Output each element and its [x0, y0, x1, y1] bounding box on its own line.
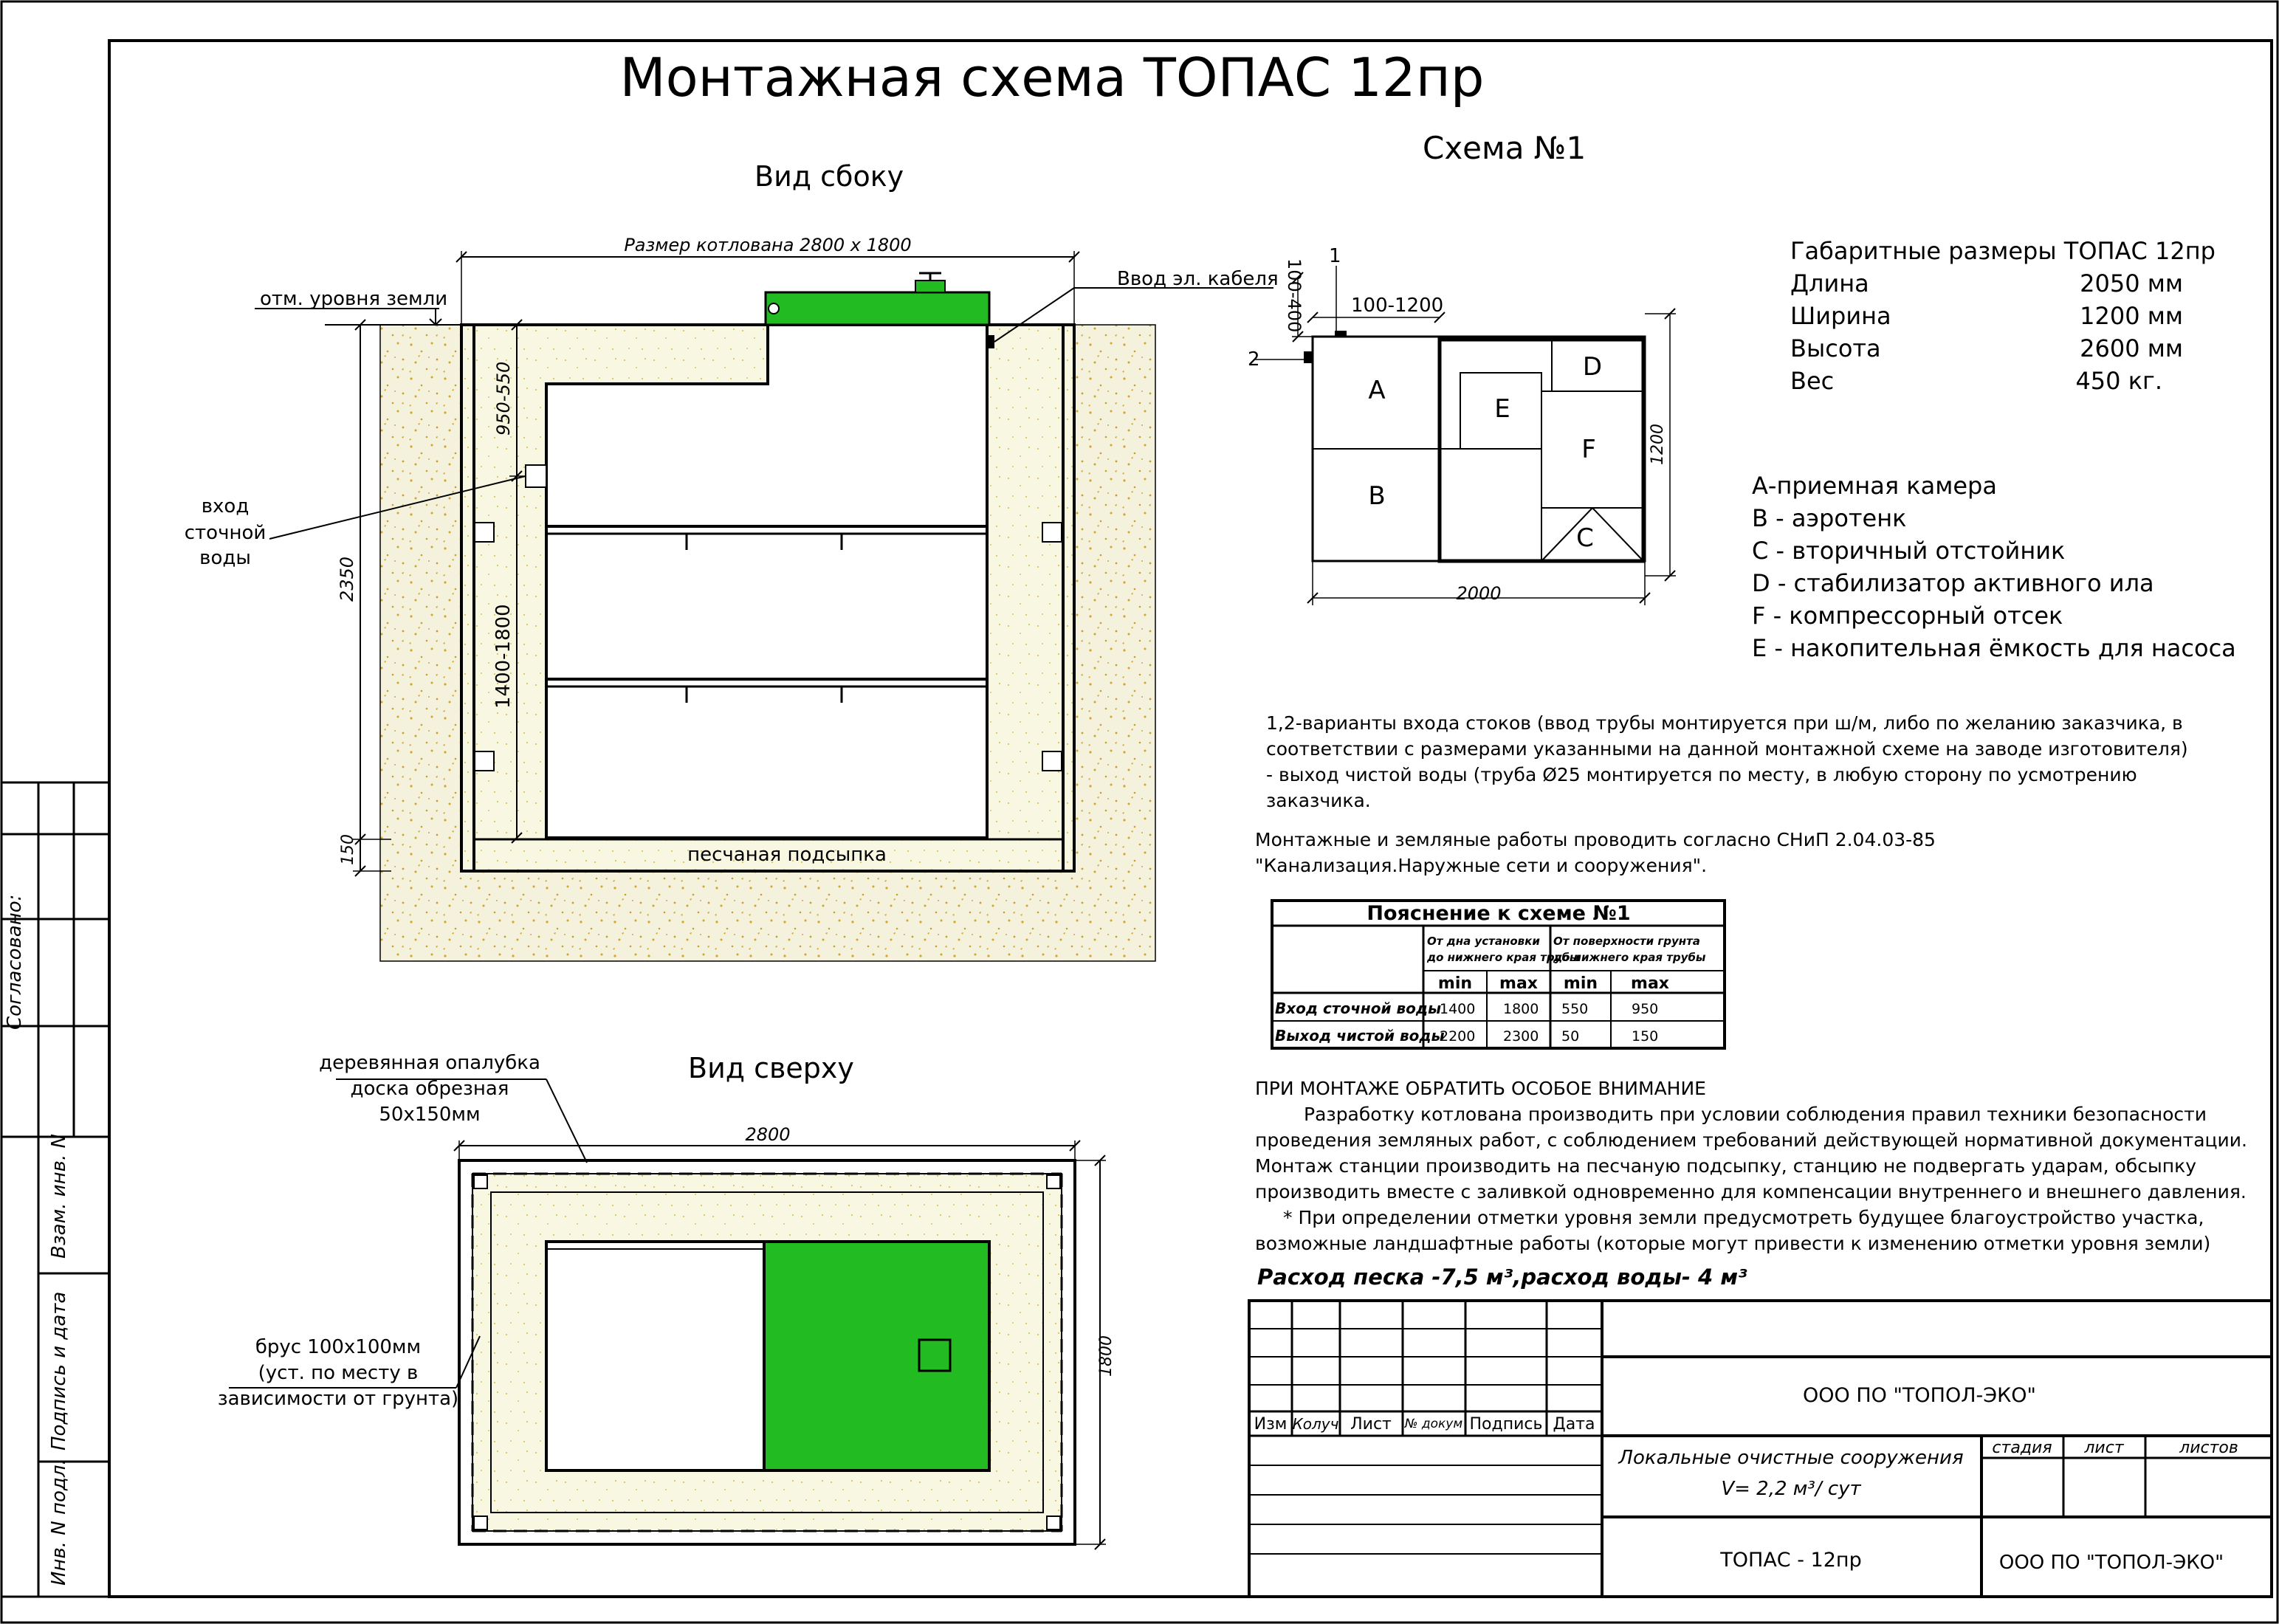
scheme-plan — [1255, 266, 1676, 605]
notes-block — [1266, 710, 2188, 813]
table-title: Пояснение к схеме №1 — [1367, 902, 1631, 925]
table-cell: 950 — [1632, 1001, 1659, 1017]
scheme-cell-d: D — [1582, 352, 1603, 382]
dim-bottom: 150 — [339, 834, 357, 865]
schema-label: Схема №1 — [1423, 130, 1587, 166]
formwork-label-3: 50х150мм — [379, 1104, 481, 1126]
legend-item: B - аэротенк — [1752, 504, 1907, 532]
spec-value: 2050 мм — [2080, 269, 2183, 297]
ground-mark-label: отм. уровня земли — [260, 288, 448, 310]
table-sub-min-1: min — [1437, 974, 1473, 993]
stamp-inv-replace: Взам. инв. N — [48, 1134, 70, 1259]
table-row-label: Вход сточной воды — [1275, 999, 1442, 1017]
tb-company-2: ООО ПО "ТОПОЛ-ЭКО" — [1998, 1552, 2224, 1574]
table-cell: 150 — [1632, 1028, 1659, 1045]
stamp-sign-date: Подпись и дата — [48, 1291, 70, 1451]
table-group2-line2: до нижнего края трубы — [1553, 951, 1706, 964]
tb-sheets: листов — [2179, 1439, 2238, 1457]
scheme-cell-e: E — [1494, 394, 1510, 424]
dim-total: 2350 — [337, 556, 357, 602]
pit-size-label: Размер котлована 2800 х 1800 — [624, 235, 912, 255]
attention-heading: ПРИ МОНТАЖЕ ОБРАТИТЬ ОСОБОЕ ВНИМАНИЕ — [1255, 1078, 1706, 1099]
table-sub-max-1: max — [1499, 974, 1538, 993]
inlet-pipe — [526, 465, 546, 487]
formwork-label-1: деревянная опалубка — [319, 1052, 540, 1074]
scheme-label-1: 1 — [1329, 245, 1341, 267]
tank-lid — [766, 292, 989, 325]
tb-desc-1: Локальные очистные сооружения — [1618, 1447, 1964, 1469]
dim-top: 950-550 — [493, 361, 514, 436]
attention-line: проведения земляных работ, с соблюдением требований действующей нормативной документации. — [1255, 1129, 2247, 1151]
table-cell: 2300 — [1503, 1028, 1539, 1045]
scheme-dim-length: 2000 — [1456, 583, 1502, 604]
stamp-inv-orig: Инв. N подл. — [48, 1459, 70, 1586]
beam-label-2: (уст. по месту в — [258, 1362, 419, 1384]
scheme-cell-c: C — [1576, 523, 1594, 553]
tb-desc-2: V= 2,2 м³/ сут — [1721, 1478, 1861, 1500]
attention-block — [1255, 1076, 2247, 1256]
scheme-cell-f: F — [1581, 435, 1596, 464]
dim-mid: 1400-1800 — [492, 604, 515, 709]
tb-header-doc: № докум — [1404, 1417, 1463, 1431]
top-view — [229, 1079, 1106, 1549]
inlet-label-2: сточной — [184, 522, 267, 544]
note-line: 1,2-варианты входа стоков (ввод трубы монтируется при ш/м, либо по желанию заказчика, в — [1266, 712, 2183, 734]
spec-row — [1790, 300, 2204, 332]
snip-block — [1255, 827, 1936, 878]
legend — [1752, 469, 2236, 664]
cable-entry-label: Ввод эл. кабеля — [1117, 268, 1279, 290]
tb-company: ООО ПО "ТОПОЛ-ЭКО" — [1803, 1384, 2036, 1407]
spec-row — [1790, 267, 2204, 300]
scheme-cell-b: B — [1368, 481, 1386, 511]
table-cell: 1400 — [1440, 1001, 1476, 1017]
spec-value: 1200 мм — [2080, 302, 2183, 330]
note-line: - выход чистой воды (труба Ø25 монтируется по месту, в любую сторону по усмотрению — [1266, 764, 2137, 785]
snip-line: "Канализация.Наружные сети и сооружения". — [1255, 855, 1708, 876]
table-cell: 550 — [1561, 1001, 1589, 1017]
attention-line: Разработку котлована производить при условии соблюдения правил техники безопасности — [1304, 1104, 2207, 1125]
tb-product: ТОПАС - 12пр — [1720, 1549, 1862, 1572]
snip-line: Монтажные и земляные работы проводить согласно СНиП 2.04.03-85 — [1255, 829, 1936, 850]
top-dim-width: 1800 — [1097, 1335, 1116, 1377]
formwork-label-2: доска обрезная — [350, 1078, 509, 1100]
spec-label: Вес — [1790, 367, 1835, 395]
table-group1-line2: до нижнего края трубы — [1427, 951, 1580, 964]
table-sub-max-2: max — [1631, 974, 1669, 993]
tb-header-date: Дата — [1553, 1415, 1595, 1434]
tank-body — [546, 325, 987, 838]
specs-heading: Габаритные размеры ТОПАС 12пр — [1790, 237, 2216, 265]
specs-block — [1790, 235, 2216, 397]
spec-label: Высота — [1790, 334, 1881, 362]
inlet-label-1: вход — [201, 495, 250, 517]
legend-item: C - вторичный отстойник — [1752, 537, 2066, 565]
beam-label-3: зависимости от грунта) — [217, 1388, 459, 1410]
tb-header-list: Лист — [1350, 1415, 1392, 1434]
attention-line: Монтаж станции производить на песчаную подсыпку, станцию не подвергать ударам, обсыпку — [1255, 1155, 2196, 1177]
table-row-label: Выход чистой воды — [1275, 1027, 1445, 1045]
tb-header-izm: Изм — [1254, 1415, 1288, 1434]
spec-row — [1790, 365, 2204, 397]
sand-bed-label: песчаная подсыпка — [687, 844, 887, 866]
spec-row — [1790, 332, 2204, 365]
cable-entry-stub — [987, 335, 994, 348]
spec-label: Ширина — [1790, 302, 1891, 330]
consumption-note: Расход песка -7,5 м³,расход воды- 4 м³ — [1257, 1265, 1747, 1290]
table-sub-min-2: min — [1563, 974, 1598, 993]
note-line: заказчика. — [1266, 790, 1371, 811]
scheme-dim-width: 1200 — [1649, 424, 1667, 465]
scheme-cell-a: A — [1368, 376, 1386, 405]
inlet-label-3: воды — [199, 547, 251, 569]
tb-stage: стадия — [1992, 1439, 2052, 1457]
legend-item: А-приемная камера — [1752, 472, 1997, 500]
stamp-agreed: Согласовано: — [4, 894, 26, 1030]
spec-value: 450 кг. — [2075, 367, 2162, 395]
top-view-heading: Вид сверху — [688, 1052, 854, 1084]
tank-top-lid — [764, 1242, 989, 1470]
spec-label: Длина — [1790, 269, 1869, 297]
tb-header-kol: Колуч — [1292, 1415, 1339, 1433]
legend-item: E - накопительная ёмкость для насоса — [1752, 634, 2236, 662]
table-group1-line1: От дна установки — [1427, 935, 1540, 948]
note-line: соответствии с размерами указанными на данной монтажной схеме на заводе изготовителя) — [1266, 738, 2188, 760]
page-title: Монтажная схема ТОПАС 12пр — [619, 47, 1485, 109]
attention-line: производить вместе с заливкой одновременно для компенсации внутреннего и внешнего давления. — [1255, 1181, 2247, 1202]
tb-header-sign: Подпись — [1469, 1415, 1543, 1434]
table-cell: 50 — [1561, 1028, 1580, 1045]
tb-sheet: лист — [2084, 1439, 2124, 1457]
legend-item: F - компрессорный отсек — [1752, 602, 2063, 630]
top-dim-length: 2800 — [745, 1124, 791, 1145]
scheme-label-2: 2 — [1248, 348, 1260, 371]
table-cell: 1800 — [1503, 1001, 1539, 1017]
attention-line: * При определении отметки уровня земли предусмотреть будущее благоустройство участка, — [1283, 1207, 2204, 1228]
legend-item: D - стабилизатор активного ила — [1752, 569, 2154, 597]
table-cell: 2200 — [1440, 1028, 1476, 1045]
beam-label-1: брус 100х100мм — [255, 1336, 422, 1358]
scheme-dim-horizontal: 100-1200 — [1351, 295, 1444, 317]
table-group2-line1: От поверхности грунта — [1553, 935, 1700, 948]
attention-line: возможные ландшафтные работы (которые могут привести к изменению отметки уровня земли) — [1255, 1233, 2211, 1254]
side-view-heading: Вид сбоку — [754, 160, 904, 193]
spec-value: 2600 мм — [2080, 334, 2183, 362]
scheme-dim-vertical: 100-400 — [1284, 258, 1305, 333]
